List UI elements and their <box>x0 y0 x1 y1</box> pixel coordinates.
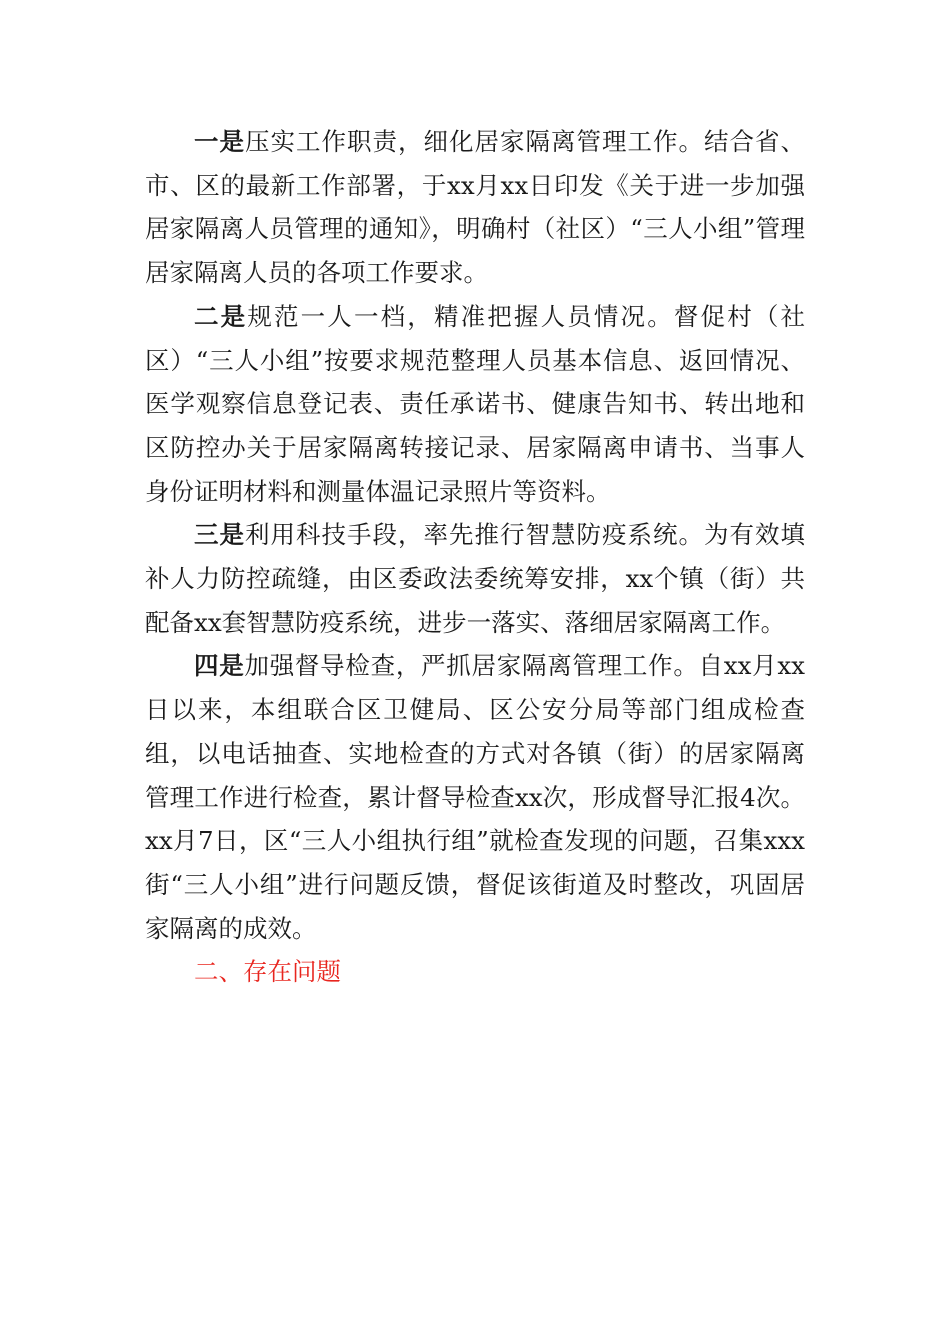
paragraph-4 <box>145 644 805 950</box>
paragraph-2-text: 规范一人一档，精准把握人员情况。督促村（社区）“三人小组”按要求规范整理人员基本信息、返回情况、医学观察信息登记表、责任承诺书、健康告知书、转出地和区防控办关于居家隔离转接记录、居家隔离申请书、当事人身份证明材料和测量体温记录照片等资料。 <box>145 301 806 506</box>
paragraph-3-text: 利用科技手段，率先推行智慧防疫系统。为有效填补人力防控疏缝，由区委政法委统筹安排，xx个镇（街）共配备xx套智慧防疫系统，进步一落实、落细居家隔离工作。 <box>145 520 805 637</box>
paragraph-1-lead: 一是 <box>194 127 245 156</box>
paragraph-1 <box>145 120 805 295</box>
paragraph-3 <box>145 513 805 644</box>
paragraph-3-lead: 三是 <box>194 520 245 550</box>
paragraph-2 <box>145 295 805 514</box>
paragraph-4-text: 加强督导检查，严抓居家隔离管理工作。自xx月xx日以来，本组联合区卫健局、区公安分局等部门组成检查组，以电话抽查、实地检查的方式对各镇（街）的居家隔离管理工作进行检查，累计督导检查xx次，形成督导汇报4次。xx月7日，区“三人小组执行组”就检查发现的问题，召集xxx街“三人小组”进行问题反馈，督促该街道及时整改，巩固居家隔离的成效。 <box>145 651 806 943</box>
paragraph-4-lead: 四是 <box>194 651 245 681</box>
section-heading: 二、存在问题 <box>194 957 341 987</box>
paragraph-1-text: 压实工作职责，细化居家隔离管理工作。结合省、市、区的最新工作部署，于xx月xx日印发《关于进一步加强居家隔离人员管理的通知》，明确村（社区）“三人小组”管理居家隔离人员的各项工作要求。 <box>145 127 805 288</box>
document-body <box>145 120 805 994</box>
paragraph-2-lead: 二是 <box>194 301 248 331</box>
